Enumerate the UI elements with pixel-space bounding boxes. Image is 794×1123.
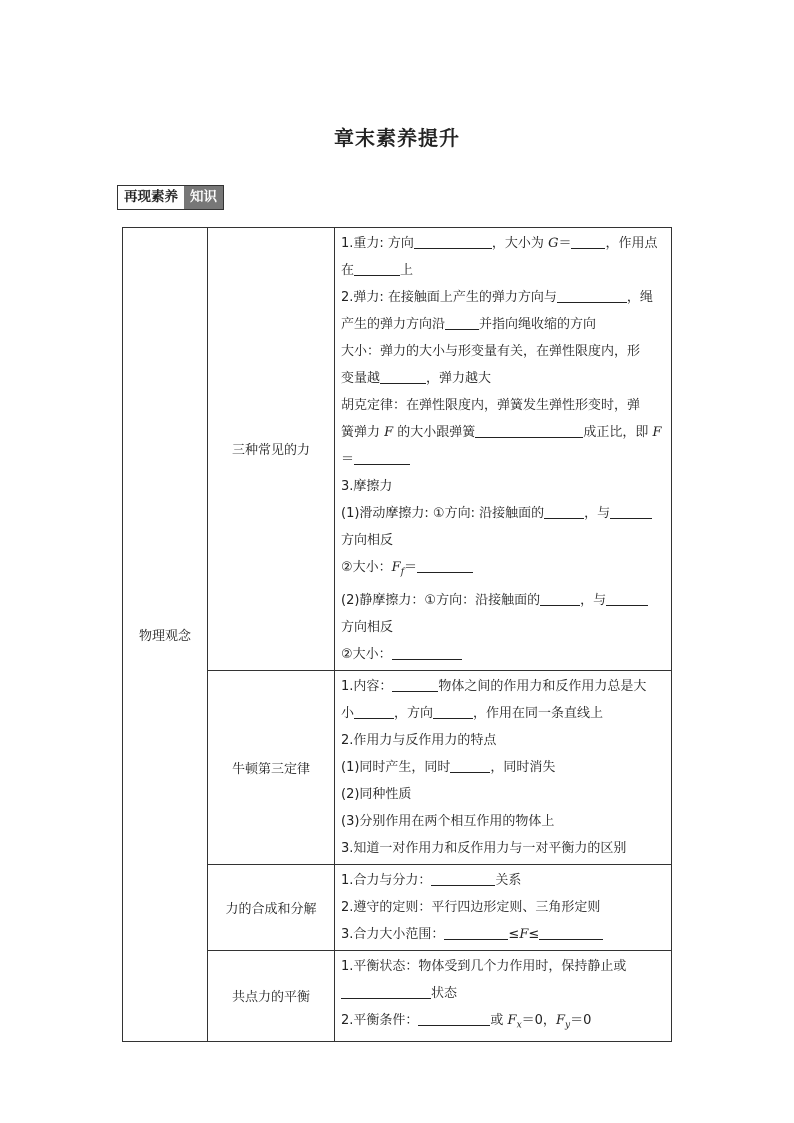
content-line: 1.重力: 方向 ，大小为 G＝ ，作用点 [341,236,658,251]
content-line: ＝ [341,446,665,473]
fill-in-blank[interactable] [444,925,508,940]
math-symbol: F [384,425,394,440]
math-symbol: $F_y$ [555,1012,571,1031]
content-line: ②大小：$F_f=$ [341,554,665,587]
knowledge-table [122,227,672,1042]
fill-in-blank[interactable] [544,504,584,519]
content-line: 1.平衡状态：物体受到几个力作用时，保持静止或 [341,958,627,974]
topic-cell: 共点力的平衡 [208,950,335,1042]
fill-in-blank[interactable] [540,591,580,606]
content-line: 1.内容： 物体之间的作用力和反作用力总是大 [341,678,647,694]
math-symbol: $F_f$ [391,560,405,578]
fill-in-blank[interactable] [557,288,627,303]
content-line: 状态 [341,980,665,1007]
math-symbol: $F_x$ [507,1012,522,1031]
content-line: 3.摩擦力 [341,479,393,494]
content-line: 胡克定律：在弹性限度内，弹簧发生弹性形变时，弹 [341,398,641,413]
math-symbol: G [548,236,559,251]
content-line: 2.作用力与反作用力的特点 [341,732,497,748]
fill-in-blank[interactable] [475,423,583,438]
content-line: 2.遵守的定则：平行四边形定则、三角形定则 [341,899,601,915]
page-title: 章末素养提升 [334,126,460,150]
fill-in-blank[interactable] [433,704,473,719]
fill-in-blank[interactable] [418,1011,490,1026]
fill-in-blank[interactable] [450,758,490,773]
content-cell [335,228,672,671]
content-line: ②大小： [341,641,665,668]
topic-cell: 牛顿第三定律 [208,670,335,864]
content-line: 在 上 [341,263,414,278]
section-tag-right: 知识 [184,186,223,209]
fill-in-blank[interactable] [571,234,605,249]
content-line: 大小：弹力的大小与形变量有关，在弹性限度内，形 [341,344,641,359]
content-cell [335,864,672,950]
category-cell: 物理观念 [123,228,208,1042]
content-line: 变量越 ，弹力越大 [341,371,492,386]
topic-cell: 力的合成和分解 [208,864,335,950]
fill-in-blank[interactable] [354,261,400,276]
fill-in-blank[interactable] [606,591,648,606]
fill-in-blank[interactable] [354,450,410,465]
content-line: 小 ，方向 ，作用在同一条直线上 [341,705,604,721]
fill-in-blank[interactable] [380,369,426,384]
content-cell [335,950,672,1042]
table-row [123,228,672,671]
math-symbol: F [519,926,529,942]
content-line: 簧弹力 F 的大小跟弹簧 成正比，即 F [341,425,662,440]
content-cell [335,670,672,864]
content-line: 方向相反 [341,533,394,548]
fill-in-blank[interactable] [445,315,479,330]
content-line: (2)同种性质 [341,786,412,802]
content-line: 2.平衡条件： 或 $F_x=0$，$F_y=0$ [341,1012,592,1031]
content-line: (2)静摩擦力：①方向：沿接触面的 ，与 [341,587,665,614]
content-line: 3.合力大小范围： ≤F≤ [341,921,665,948]
fill-in-blank[interactable] [392,677,438,692]
content-line: 方向相反 [341,619,394,635]
fill-in-blank[interactable] [539,925,603,940]
content-line: 3.知道一对作用力和反作用力与一对平衡力的区别 [341,840,627,856]
section-tag [117,185,224,210]
fill-in-blank[interactable] [610,504,652,519]
topic-cell: 三种常见的力 [208,228,335,671]
content-line: (1)滑动摩擦力: ①方向: 沿接触面的 ，与 [341,500,665,527]
content-line: (1)同时产生，同时 ，同时消失 [341,759,556,775]
fill-in-blank[interactable] [354,704,394,719]
content-line: 产生的弹力方向沿 并指向绳收缩的方向 [341,317,597,332]
math-symbol: F [652,425,662,440]
content-line: 1.合力与分力： 关系 [341,872,522,888]
section-tag-left: 再现素养 [118,186,184,209]
content-line: (3)分别作用在两个相互作用的物体上 [341,813,555,829]
fill-in-blank[interactable] [417,558,473,573]
fill-in-blank[interactable] [392,645,462,660]
fill-in-blank[interactable] [414,234,492,249]
fill-in-blank[interactable] [341,984,431,999]
content-line: 2.弹力: 在接触面上产生的弹力方向与 ，绳 [341,290,653,305]
fill-in-blank[interactable] [431,871,495,886]
